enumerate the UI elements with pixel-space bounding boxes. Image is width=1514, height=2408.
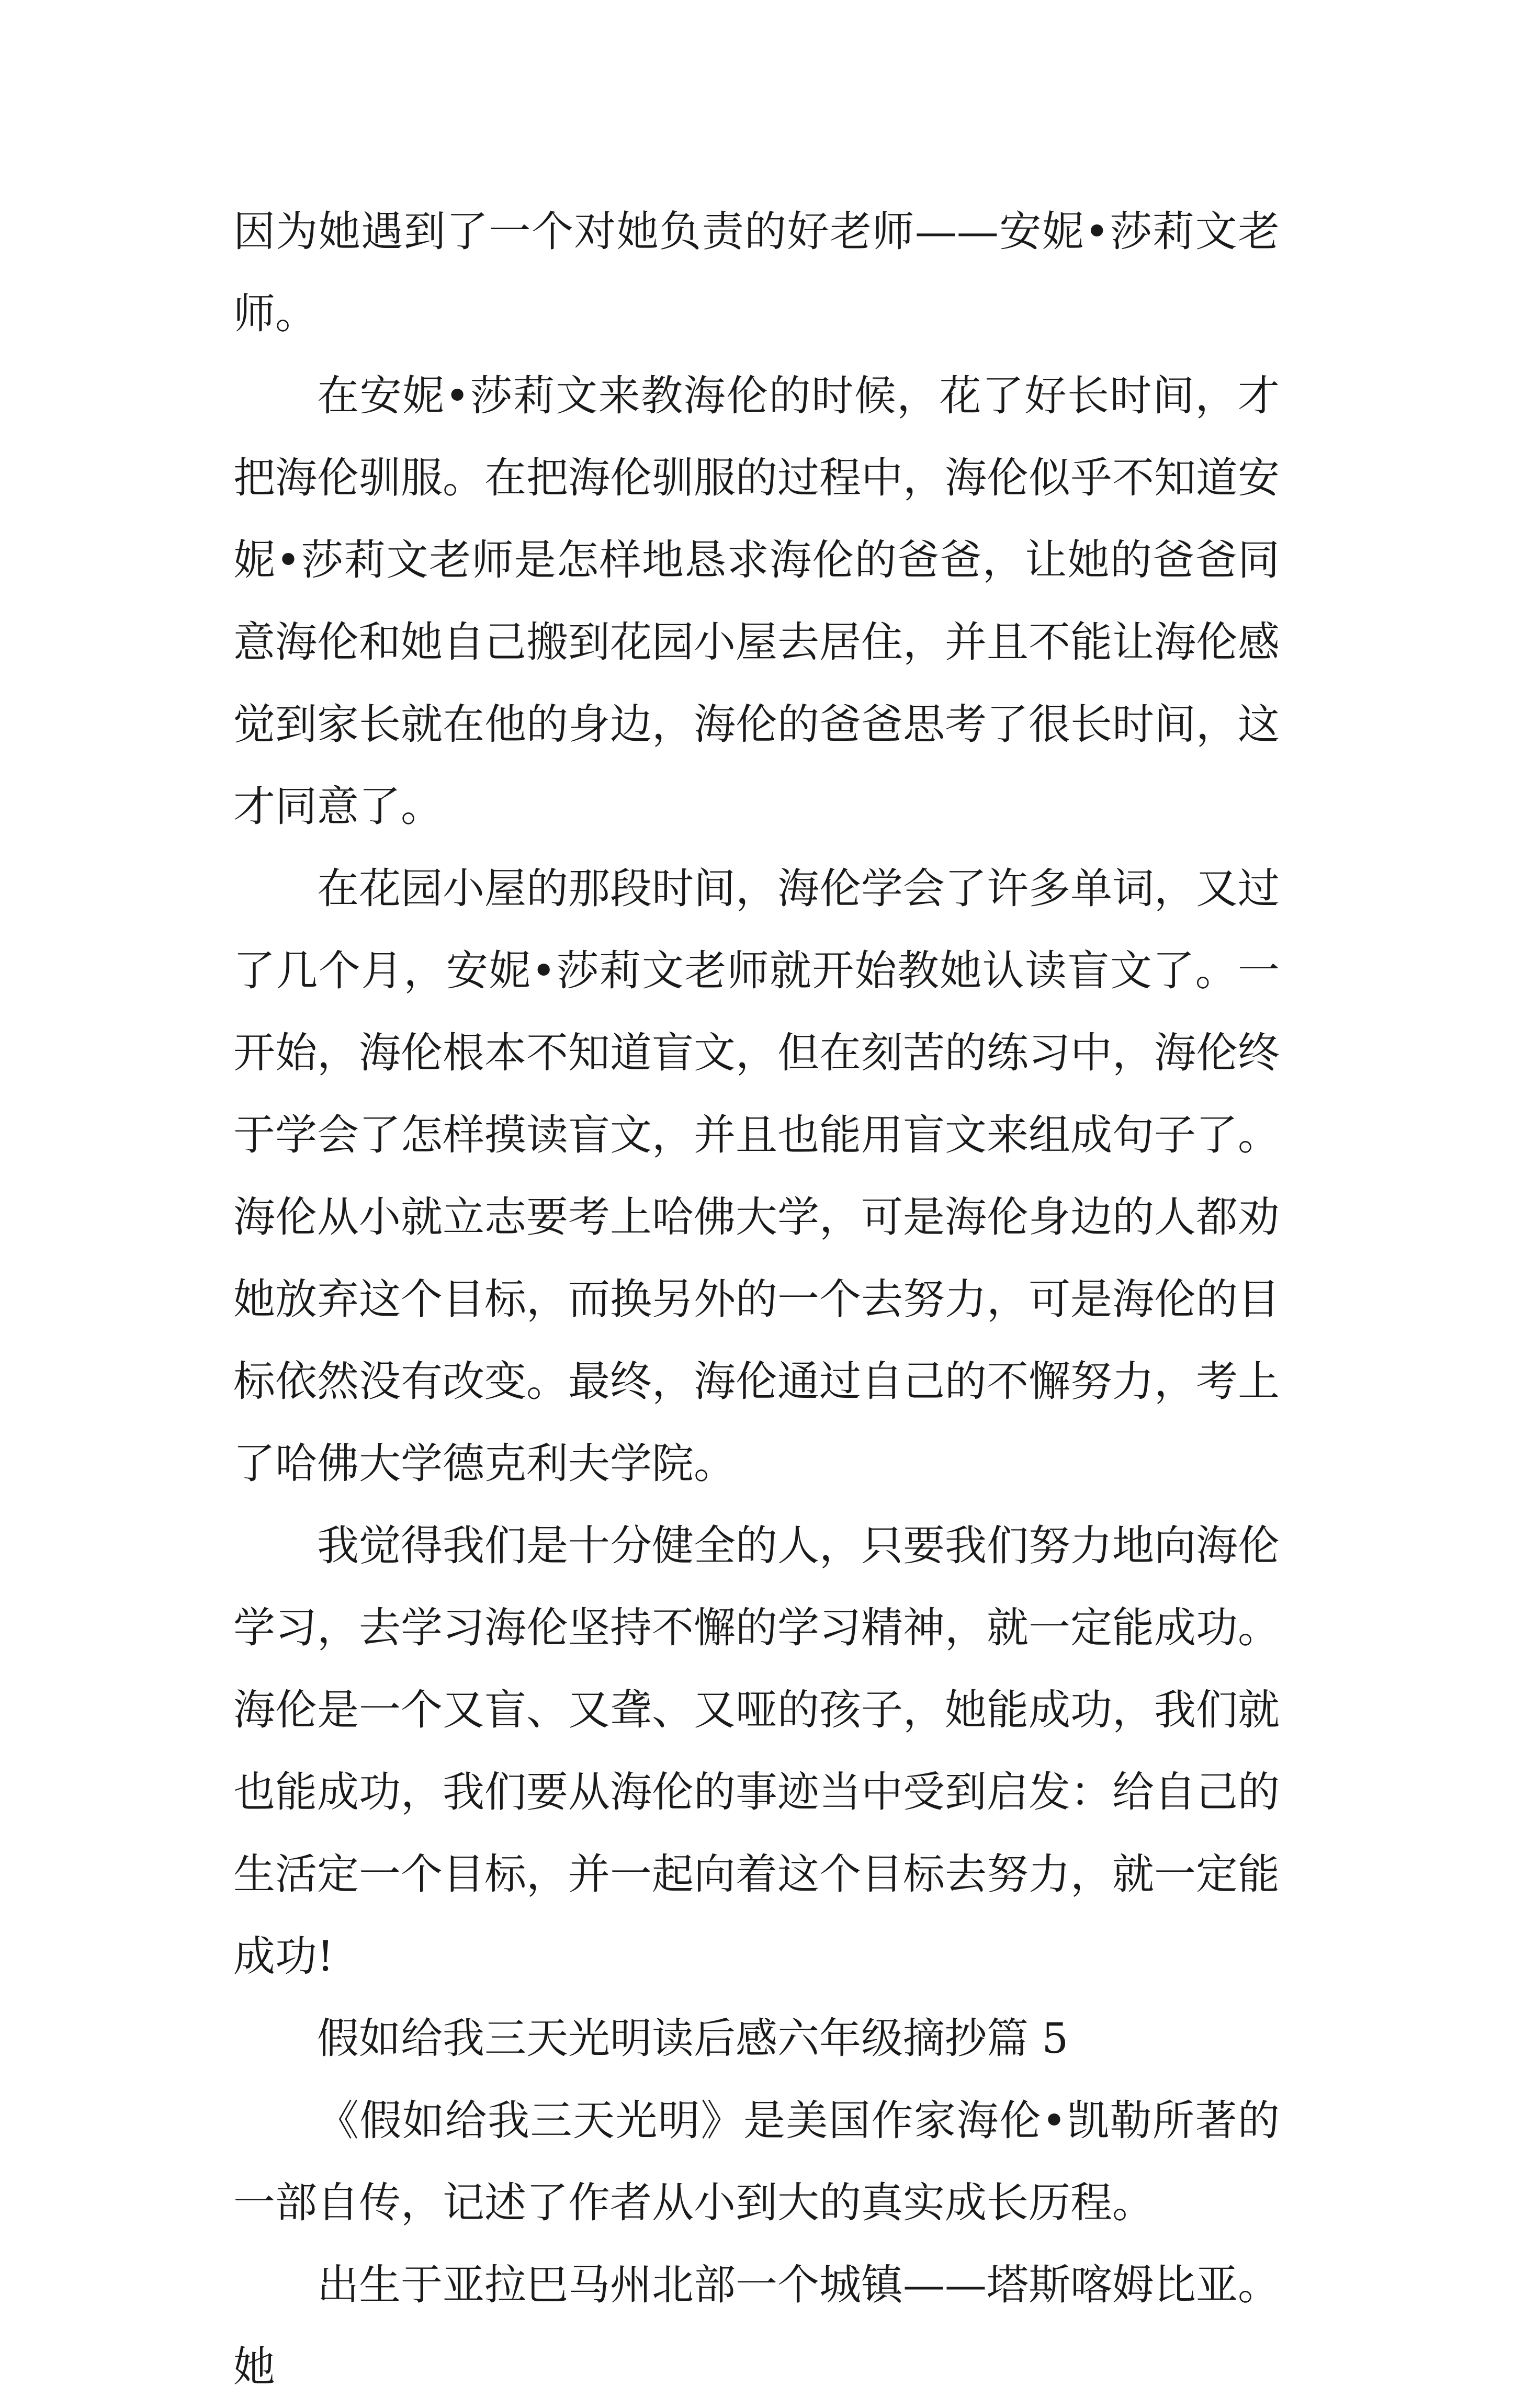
paragraph-continuation: 因为她遇到了一个对她负责的好老师——安妮•莎莉文老师。 xyxy=(233,207,1280,338)
section-heading: 假如给我三天光明读后感六年级摘抄篇 5 xyxy=(317,2014,1069,2063)
paragraph: 在安妮•莎莉文来教海伦的时候，花了好长时间，才把海伦驯服。在把海伦驯服的过程中，海伦似乎不知道安妮•莎莉文老师是怎样地恳求海伦的爸爸，让她的爸爸同意海伦和她自己搬到花园小屋去居住，并且不能让海伦感觉到家长就在他的身边，海伦的爸爸思考了很长时间，这才同意了。 xyxy=(233,371,1280,831)
document-body xyxy=(233,190,1280,2408)
paragraph: 出生于亚拉巴马州北部一个城镇——塔斯喀姆比亚。她 xyxy=(233,2260,1280,2391)
paragraph: 《假如给我三天光明》是美国作家海伦•凯勒所著的一部自传，记述了作者从小到大的真实成长历程。 xyxy=(233,2096,1280,2227)
paragraph: 我觉得我们是十分健全的人，只要我们努力地向海伦学习，去学习海伦坚持不懈的学习精神，就一定能成功。海伦是一个又盲、又聋、又哑的孩子，她能成功，我们就也能成功，我们要从海伦的事迹当中受到启发：给自己的生活定一个目标，并一起向着这个目标去努力，就一定能成功! xyxy=(233,1521,1280,1981)
paragraph: 在花园小屋的那段时间，海伦学会了许多单词，又过了几个月，安妮•莎莉文老师就开始教她认读盲文了。一开始，海伦根本不知道盲文，但在刻苦的练习中，海伦终于学会了怎样摸读盲文，并且也能用盲文来组成句子了。海伦从小就立志要考上哈佛大学，可是海伦身边的人都劝她放弃这个目标，而换另外的一个去努力，可是海伦的目标依然没有改变。最终，海伦通过自己的不懈努力，考上了哈佛大学德克利夫学院。 xyxy=(233,864,1280,1488)
